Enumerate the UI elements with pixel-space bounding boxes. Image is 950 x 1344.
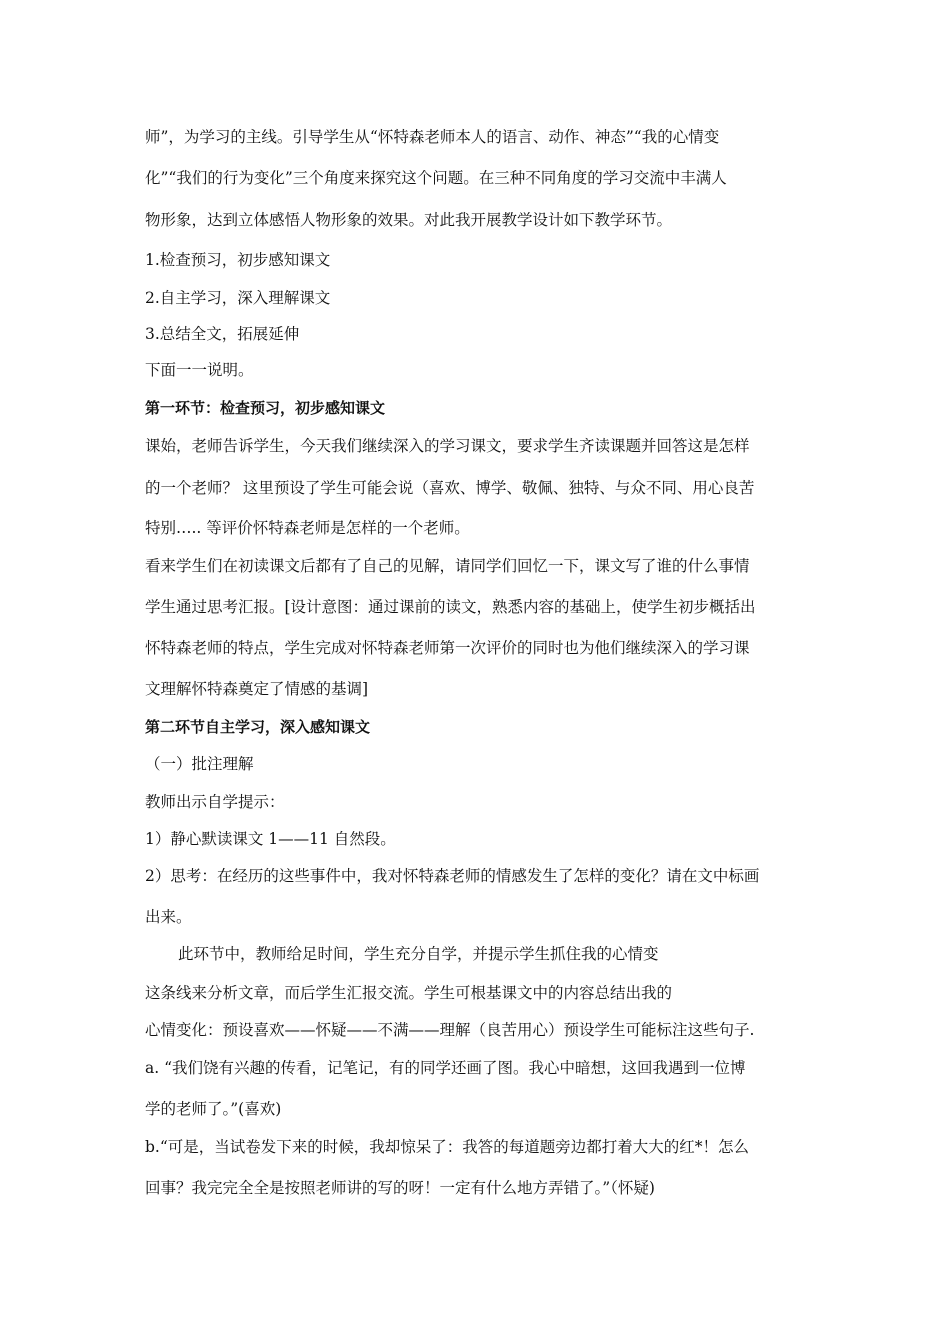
list-item: 2.自主学习，深入理解课文 [145, 289, 331, 307]
paragraph-line: 物形象，达到立体感悟人物形象的效果。对此我开展教学设计如下教学环节。 [145, 211, 673, 229]
paragraph-line: 怀特森老师的特点，学生完成对怀特森老师第一次评价的同时也为他们继续深入的学习课 [145, 639, 750, 657]
paragraph-line: 出来。 [145, 908, 192, 926]
paragraph-line: 看来学生们在初读课文后都有了自己的见解，请同学们回忆一下，课文写了谁的什么事情 [145, 557, 750, 575]
paragraph-line: 此环节中，教师给足时间，学生充分自学，并提示学生抓住我的心情变 [178, 945, 659, 963]
quote-line: a. “我们饶有兴趣的传看，记笔记，有的同学还画了图。我心中暗想，这回我遇到一位博 [145, 1059, 746, 1077]
list-item: 2）思考：在经历的这些事件中，我对怀特森老师的情感发生了怎样的变化？请在文中标画 [145, 867, 760, 885]
paragraph-line: 文理解怀特森奠定了情感的基调] [145, 680, 369, 698]
paragraph-line: 师”，为学习的主线。引导学生从“怀特森老师本人的语言、动作、神态”“我的心情变 [145, 128, 720, 146]
paragraph-line: 心情变化：预设喜欢——怀疑——不满——理解（良苦用心）预设学生可能标注这些句子. [145, 1021, 755, 1039]
list-item: 3.总结全文，拓展延伸 [145, 325, 300, 343]
paragraph-line: 特别….. 等评价怀特森老师是怎样的一个老师。 [145, 519, 470, 537]
paragraph-line: 化”“我们的行为变化”三个角度来探究这个问题。在三种不同角度的学习交流中丰满人 [145, 169, 727, 187]
quote-line: b.“可是，当试卷发下来的时候，我却惊呆了：我答的每道题旁边都打着大大的红*！怎么 [145, 1138, 750, 1156]
list-item: 1）静心默读课文 1——11 自然段。 [145, 830, 396, 848]
quote-line: 回事？我完完全全是按照老师讲的写的呀！一定有什么地方弄错了。”（怀疑) [145, 1179, 655, 1197]
section-heading: 第一环节：检查预习，初步感知课文 [145, 399, 386, 417]
list-item: 1.检查预习，初步感知课文 [145, 251, 331, 269]
paragraph-line: 学生通过思考汇报。[设计意图：通过课前的读文，熟悉内容的基础上，使学生初步概括出 [145, 598, 756, 616]
quote-line: 学的老师了。”(喜欢) [145, 1100, 282, 1118]
section-heading: 第二环节自主学习，深入感知课文 [145, 718, 371, 736]
paragraph-line: 教师出示自学提示： [145, 793, 285, 811]
paragraph-line: 这条线来分析文章，而后学生汇报交流。学生可根基课文中的内容总结出我的 [145, 984, 673, 1002]
subsection-heading: （一）批注理解 [145, 755, 254, 773]
paragraph-line: 课始，老师告诉学生，今天我们继续深入的学习课文，要求学生齐读课题并回答这是怎样 [145, 437, 750, 455]
paragraph-line: 的一个老师？ 这里预设了学生可能会说（喜欢、博学、敬佩、独特、与众不同、用心良苦 [145, 479, 755, 497]
paragraph-line: 下面一一说明。 [145, 361, 254, 379]
